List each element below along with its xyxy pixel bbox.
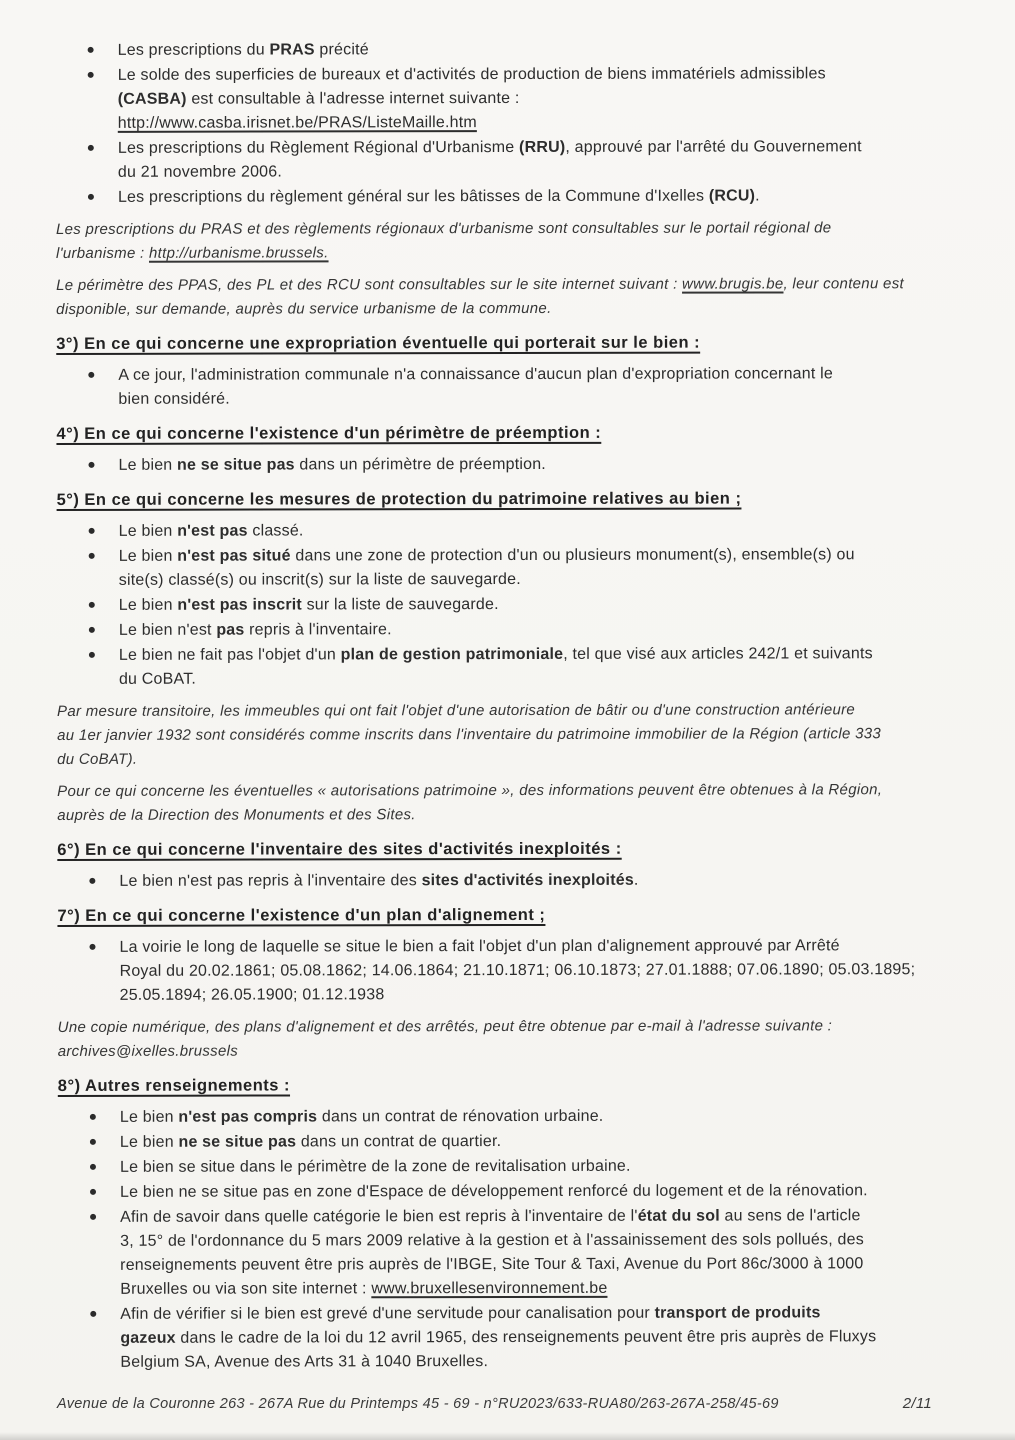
list-item xyxy=(119,543,978,593)
text-run: Le bien xyxy=(118,596,178,614)
section-heading xyxy=(58,1072,979,1098)
bullet-list xyxy=(57,868,978,894)
note-paragraph xyxy=(58,1014,979,1064)
text-run: Une copie numérique, des plans d'alignement et des arrêtés, peut être obtenue par e-mail à l'adresse suivante : xyxy=(57,1017,833,1036)
text-run: dans un contrat de quartier. xyxy=(296,1133,502,1151)
bullet-list xyxy=(56,37,977,210)
text-run: 5°) En ce qui concerne les mesures de protection du patrimoine relatives au bien ; xyxy=(56,489,742,509)
text-run: Les prescriptions du règlement général sur les bâtisses de la Commune d'Ixelles xyxy=(117,187,709,206)
text-run: dans le cadre de la loi du 12 avril 1965, des renseignements peuvent être pris auprès de Fluxys xyxy=(175,1328,877,1347)
bullet-list xyxy=(57,934,978,1008)
text-run: Le bien xyxy=(119,1108,179,1126)
text-run: , tel que visé aux articles 242/1 et suivants xyxy=(563,645,873,663)
text-run: est consultable à l'adresse internet suivante : xyxy=(186,89,520,108)
text-run: Le bien n'est pas repris à l'inventaire des xyxy=(119,872,422,890)
text-run: site(s) classé(s) ou inscrit(s) sur la liste de sauvegarde. xyxy=(118,570,521,589)
page-footer xyxy=(57,1395,958,1412)
text-run: Le bien xyxy=(118,547,178,565)
text-run: . xyxy=(633,871,639,889)
text-run: . xyxy=(755,187,760,205)
list-item xyxy=(120,1104,979,1130)
text-run: pas xyxy=(216,621,245,639)
text-run: 8°) Autres renseignements : xyxy=(57,1076,291,1095)
text-run: n'est pas xyxy=(177,522,248,540)
bullet-list xyxy=(56,362,977,412)
list-item xyxy=(118,184,977,210)
text-run: renseignements peuvent être pris auprès de l'IBGE, Site Tour & Taxi, Avenue du Port 86c/3000 à 1000 xyxy=(120,1255,864,1274)
text-run: 25.05.1894; 26.05.1900; 01.12.1938 xyxy=(119,986,385,1004)
text-run: dans un périmètre de préemption. xyxy=(294,455,546,474)
text-run: du CoBAT). xyxy=(57,750,138,768)
text-run: Les prescriptions du PRAS et des règlements régionaux d'urbanisme sont consultables sur le portail régional de xyxy=(55,219,832,238)
text-run: du CoBAT. xyxy=(118,670,197,688)
list-item xyxy=(119,934,978,1008)
section-heading xyxy=(57,902,978,928)
text-run: Le périmètre des PPAS, des PL et des RCU sont consultables sur le site internet suivant : xyxy=(56,275,683,294)
list-item xyxy=(120,1129,979,1155)
text-run: au 1er janvier 1932 sont considérés comme inscrits dans l'inventaire du patrimoine immobilier de la Région (article 333 xyxy=(57,725,882,744)
text-run: (CASBA) xyxy=(117,90,187,108)
text-run: n'est pas compris xyxy=(178,1108,318,1126)
text-run: A ce jour, l'administration communale n'a connaissance d'aucun plan d'expropriation concernant le xyxy=(118,365,834,384)
text-run: PRAS xyxy=(269,41,315,59)
footer-reference: Avenue de la Couronne 263 - 267A Rue du Printemps 45 - 69 - n°RU2023/633-RUA80/263-267A-258/45-69 xyxy=(57,1396,779,1412)
text-run: n'est pas inscrit xyxy=(177,596,302,614)
text-run: n'est pas situé xyxy=(177,547,291,565)
text-run: archives@ixelles.brussels xyxy=(57,1042,239,1060)
text-run: bien considéré. xyxy=(118,390,230,408)
footer-page-number: 2/11 xyxy=(902,1395,932,1412)
text-run: plan de gestion patrimoniale xyxy=(340,645,564,664)
text-run: au sens de l'article xyxy=(719,1207,861,1225)
text-run: (RRU) xyxy=(519,138,566,156)
text-run: Les prescriptions du Règlement Régional d'Urbanisme xyxy=(117,138,520,157)
text-run: 3°) En ce qui concerne une expropriation éventuelle qui porterait sur le bien : xyxy=(56,333,701,353)
text-run: Royal du 20.02.1861; 05.08.1862; 14.06.1864; 21.10.1871; 06.10.1873; 27.01.1888; 07.06.1890; 05.03.1895; xyxy=(119,961,916,980)
text-run: Pour ce qui concerne les éventuelles « autorisations patrimoine », des informations peuvent être obtenues à la Région, xyxy=(57,781,883,800)
section-heading xyxy=(56,420,977,446)
text-run: Le solde des superficies de bureaux et d'activités de production de biens immatériels admissibles xyxy=(117,65,826,84)
text-run: sur la liste de sauvegarde. xyxy=(301,596,499,614)
text-run: dans une zone de protection d'un ou plusieurs monument(s), ensemble(s) ou xyxy=(290,546,855,565)
text-run: Bruxelles ou via son site internet : xyxy=(120,1280,372,1298)
document-content xyxy=(56,35,980,1377)
text-run: disponible, sur demande, auprès du service urbanisme de la commune. xyxy=(56,299,552,318)
text-run: auprès de la Direction des Monuments et des Sites. xyxy=(57,806,416,824)
text-run: gazeux xyxy=(120,1329,176,1347)
text-run: La voirie le long de laquelle se situe le bien a fait l'objet d'un plan d'alignement approuvé par Arrêté xyxy=(119,937,840,956)
bullet-list xyxy=(56,452,977,478)
text-run: Le bien xyxy=(118,522,178,540)
text-run: , approuvé par l'arrêté du Gouvernement xyxy=(565,138,862,156)
text-run: Le bien n'est xyxy=(118,621,217,639)
list-item xyxy=(119,642,978,692)
text-run: Belgium SA, Avenue des Arts 31 à 1040 Bruxelles. xyxy=(120,1353,489,1371)
note-paragraph xyxy=(57,698,978,772)
text-run: ne se situe pas xyxy=(177,456,295,474)
list-item xyxy=(118,37,977,63)
text-run: Le bien xyxy=(118,456,178,474)
link-url: http://urbanisme.brussels. xyxy=(148,244,329,262)
list-item xyxy=(118,62,977,136)
list-item xyxy=(120,1301,979,1375)
text-run: dans un contrat de rénovation urbaine. xyxy=(317,1107,604,1126)
list-item xyxy=(119,518,978,544)
list-item xyxy=(118,362,977,412)
note-paragraph xyxy=(56,216,977,266)
text-run: (RCU) xyxy=(708,187,756,205)
text-run: Afin de vérifier si le bien est grevé d'une servitude pour canalisation pour xyxy=(120,1304,655,1323)
note-paragraph xyxy=(56,272,977,322)
section-heading xyxy=(57,486,978,512)
text-run: précité xyxy=(314,41,369,59)
text-run: classé. xyxy=(247,522,304,540)
link-url: http://www.casba.irisnet.be/PRAS/ListeMaille.htm xyxy=(117,114,477,132)
list-item xyxy=(120,1154,979,1180)
text-run: Afin de savoir dans quelle catégorie le bien est repris à l'inventaire de l' xyxy=(120,1207,638,1226)
text-run: du 21 novembre 2006. xyxy=(117,163,283,181)
text-run: Le bien ne se situe pas en zone d'Espace de développement renforcé du logement et de la rénovation. xyxy=(119,1182,868,1201)
section-heading xyxy=(57,836,978,862)
note-paragraph xyxy=(57,778,978,828)
section-heading xyxy=(56,330,977,356)
text-run: l'urbanisme : xyxy=(56,244,150,262)
text-run: Le bien se situe dans le périmètre de la zone de revitalisation urbaine. xyxy=(119,1157,631,1176)
text-run: état du sol xyxy=(637,1207,720,1225)
bullet-list xyxy=(58,1104,980,1375)
list-item xyxy=(119,592,978,618)
list-item xyxy=(118,452,977,478)
text-run: 3, 15° de l'ordonnance du 5 mars 2009 relative à la gestion et à l'assainissement des sols pollués, des xyxy=(120,1231,864,1250)
text-run: 7°) En ce qui concerne l'existence d'un plan d'alignement ; xyxy=(57,905,546,925)
text-run: sites d'activités inexploités xyxy=(421,871,634,890)
text-run: Les prescriptions du xyxy=(117,41,270,59)
list-item xyxy=(119,617,978,643)
list-item xyxy=(119,868,978,894)
link-url: www.brugis.be xyxy=(682,275,784,293)
list-item xyxy=(120,1179,979,1205)
text-run: 4°) En ce qui concerne l'existence d'un périmètre de préemption : xyxy=(56,423,602,443)
list-item xyxy=(120,1204,979,1302)
text-run: Le bien ne fait pas l'objet d'un xyxy=(118,646,341,664)
link-url: www.bruxellesenvironnement.be xyxy=(371,1279,608,1298)
text-run: ne se situe pas xyxy=(178,1133,297,1151)
text-run: 6°) En ce qui concerne l'inventaire des sites d'activités inexploités : xyxy=(57,839,622,859)
text-run: Par mesure transitoire, les immeubles qui ont fait l'objet d'une autorisation de bâtir ou d'une construction antérieure xyxy=(56,701,856,720)
text-run: Le bien xyxy=(119,1133,179,1151)
bullet-list xyxy=(57,518,978,692)
text-run: transport de produits xyxy=(654,1304,821,1322)
text-run: repris à l'inventaire. xyxy=(244,621,392,639)
text-run: , leur contenu est xyxy=(783,275,904,293)
list-item xyxy=(118,135,977,185)
